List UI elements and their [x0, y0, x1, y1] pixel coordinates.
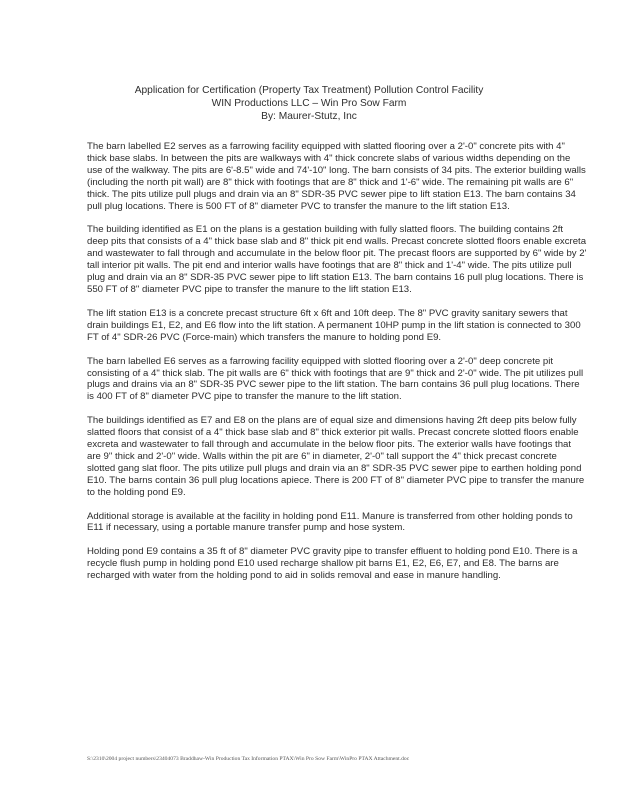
paragraph-barn-e2: The barn labelled E2 serves as a farrowing facility equipped with slatted flooring over a 2'-0" concrete pits with 4" thick base slabs. In between the pits are walkways with 4" thick concrete slabs of various widths depending on the use of the walkway. The pits are 6'-8.5" wide and 74'-10" long. The barn consists of 34 pits. The exterior building walls (including the north pit wall) are 8" thick with footings that are 8" thick and 1'-6" wide. The remaining pit walls are 6" thick. The pits utilize pull plugs and drain via an 8" SDR-35 PVC sewer pipe to lift station E13. The barn contains 34 pull plug locations. There is 500 FT of 8" diameter PVC to transfer the manure to the lift station E13. — [87, 141, 586, 212]
header-title-line-1: Application for Certification (Property Tax Treatment) Pollution Control Facility — [134, 85, 484, 96]
paragraph-holding-pond-e11: Additional storage is available at the facility in holding pond E11. Manure is transferred from other holding ponds to E11 if necessary, using a portable manure transfer pump and hose system. — [87, 510, 573, 534]
footer-file-path: S:\2310\2004 project numbers\23404073 Braddhaw-Win Production Tax Information PTAX\Win Pro Sow Farm\WinPro PTAX Attachment.doc — [87, 756, 410, 762]
paragraph-barn-e6: The barn labelled E6 serves as a farrowing facility equipped with slotted flooring over a 2'-0" deep concrete pit consisting of a 4" thick slab. The pit walls are 6" thick with footings that are 9" thick and 2'-0" wide. The pit utilizes pull plugs and drains via an 8" SDR-35 PVC sewer pipe to the lift station. The barn contains 36 pull plug locations. There is 400 FT of 8" diameter PVC pipe to transfer the manure to the lift station. — [87, 355, 584, 403]
header-title-line-3: By: Maurer-Stutz, Inc — [261, 111, 357, 122]
document-body — [87, 141, 587, 594]
header-title-line-2: WIN Productions LLC – Win Pro Sow Farm — [211, 98, 407, 109]
document-header — [0, 84, 618, 123]
paragraph-buildings-e7-e8: The buildings identified as E7 and E8 on the plans are of equal size and dimensions having 2ft deep pits below fully slatted floors that consist of a 4" thick base slab and 8" thick exterior pit walls. Precast concrete slotted floors enable excreta and wastewater to fall through and accumulate in the below floor pits. The exterior walls have footings that are 9" thick and 2'-0" wide. Walls within the pit are 6" in diameter, 2'-0" tall support the 4" thick precast concrete slotted gang slat floor. The pits utilize pull plugs and drain via an 8" SDR-35 PVC sewer pipe to earthen holding pond E10. The barns contain 36 pull plug locations apiece. There is 200 FT of 8" diameter PVC pipe to transfer the manure to the holding pond E9. — [87, 415, 585, 498]
paragraph-holding-pond-e9: Holding pond E9 contains a 35 ft of 8" diameter PVC gravity pipe to transfer effluent to holding pond E10. There is a recycle flush pump in holding pond E10 used recharge shallow pit barns E1, E2, E6, E7, and E8. The barns are recharged with water from the holding pond to aid in solids removal and ease in manure handling. — [87, 546, 578, 582]
paragraph-lift-station-e13: The lift station E13 is a concrete precast structure 6ft x 6ft and 10ft deep. The 8" PVC gravity sanitary sewers that drain buildings E1, E2, and E6 flow into the lift station. A permanent 10HP pump in the lift station is connected to 300 FT of 4" SDR-26 PVC (Force-main) which transfers the manure to holding pond E9. — [87, 307, 581, 343]
paragraph-building-e1: The building identified as E1 on the plans is a gestation building with fully slatted floors. The building contains 2ft deep pits that consists of a 4" thick base slab and 8" thick pit end walls. Precast concrete slotted floors enable excreta and wastewater to fall through and accumulate in the below floor pit. The precast floors are supported by 6" wide by 2' tall interior pit walls. The pit end and interior walls have footings that are 8" thick and 1'-4" wide. The pits utilize pull plug and drain via an 8" SDR-35 PVC sewer pipe to lift station E13. The barn contains 16 pull plug locations. There is 550 FT of 8" diameter PVC pipe to transfer the manure to the lift station E13. — [87, 224, 587, 295]
